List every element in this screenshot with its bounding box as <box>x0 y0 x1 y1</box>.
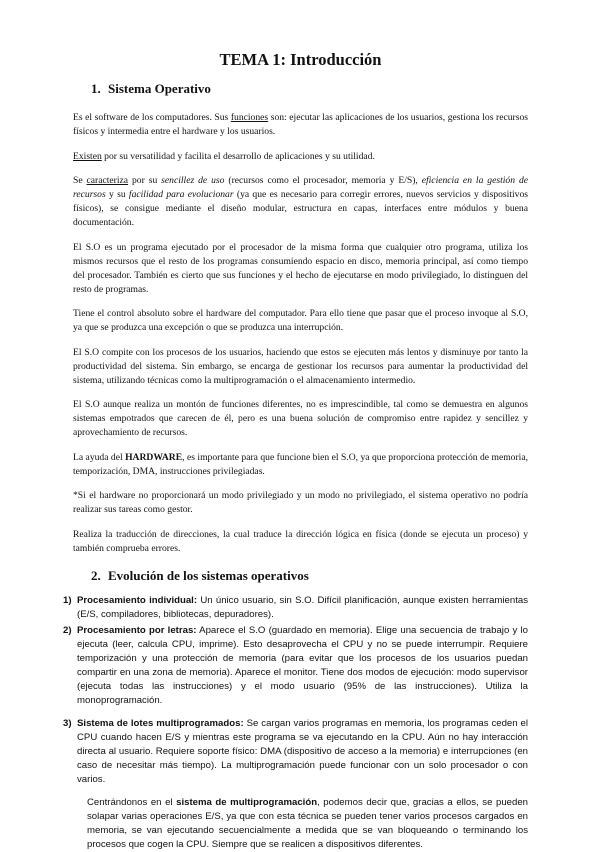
text-run: Se <box>73 175 87 186</box>
paragraph-embedded: El S.O aunque realiza un montón de funciones diferentes, no es imprescindible, tal como se demuestra en algunos sistemas empotrados que carecen de él, pero es una buena solución de compromiso entre rapidez y sencillez y aprovechamiento de recursos. <box>73 399 528 438</box>
list-item <box>63 624 528 708</box>
text-run: La ayuda del <box>73 451 126 463</box>
paragraph-competition: El S.O compite con los procesos de los usuarios, haciendo que estos se ejecuten más lentos y disminuye por tanto la productividad del sistema. Sin embargo, se encarga de gestionar los recursos para aumentar la productividad del sistema, utilizando técnicas como la multiprogramación o el almacenamiento intermedio. <box>73 346 528 386</box>
page-title: TEMA 1: Introducción <box>219 50 382 69</box>
list-item-number: 1) <box>63 594 72 606</box>
list-item-number: 3) <box>63 717 72 729</box>
paragraph-existence <box>73 150 528 164</box>
paragraph-definition <box>73 111 528 139</box>
list-item-number: 2) <box>63 624 72 636</box>
paragraph-translation: Realiza la traducción de direcciones, la cual traduce la dirección lógica en física (donde se ejecuta un proceso) y también comprueba errores. <box>73 528 528 554</box>
list-item-title: Sistema de lotes multiprogramados: <box>77 717 244 729</box>
paragraph-note: *Si el hardware no proporcionará un modo privilegiado y un modo no privilegiado, el sistema operativo no podría realizar sus tareas como gestor. <box>73 490 528 515</box>
text-run: (recursos como el procesador, memoria y E/S), <box>224 175 422 186</box>
paragraph-program: El S.O es un programa ejecutado por el procesador de la misma forma que cualquier otro programa, utiliza los mismos recursos que el resto de los programas consumiendo espacio en disco, memoria principal, así como tiempo del procesador. También es cierto que sus funciones y el hecho de ejecutarse en modo privilegiado, lo distinguen del resto de programas. <box>73 241 528 295</box>
list-item <box>63 717 528 787</box>
italic-term: facilidad para evolucionar <box>128 189 234 200</box>
paragraph-control: Tiene el control absoluto sobre el hardware del computador. Para ello tiene que pasar que el proceso invoque al S.O, ya que se produzca una excepción o que se produzca una interrupción. <box>73 308 528 333</box>
underlined-term: caracteriza <box>86 175 129 186</box>
text-run: (ya que es necesario para corregir errores, nuevos servicios y dispositivos físicos), se consigue mediante el diseño modular, estructura en capas, interfaces entre módulos y buena documentación. <box>73 189 528 228</box>
text-run: Centrándonos en el <box>87 796 177 808</box>
text-run: , es importante para que funcione bien el S.O, ya que proporciona protección de memoria, temporización, DMA, instrucciones privilegiadas. <box>73 451 528 477</box>
bold-term: HARDWARE <box>125 451 183 463</box>
evolution-list <box>63 594 528 787</box>
text-run: y su <box>105 189 129 200</box>
italic-term: eficiencia en la gestión de recursos <box>73 175 529 200</box>
paragraph-multiprogramming <box>87 796 528 852</box>
text-run: son: ejecutar las aplicaciones de los usuarios, gestiona los recursos físicos y intermedia entre el hardware y los usuarios. <box>73 112 528 137</box>
section-2-heading <box>91 568 528 584</box>
section-1-heading <box>91 81 528 97</box>
list-item <box>63 594 528 622</box>
underlined-term: Existen <box>73 150 102 162</box>
list-item-title: Procesamiento por letras: <box>77 624 197 636</box>
italic-term: sencillez de uso <box>161 175 225 186</box>
text-run: , podemos decir que, gracias a ellos, se pueden solapar varias operaciones E/S, ya que con esta técnica se pueden tener varios procesos cargados en memoria, se van ejecutando secuencialmente a medida que se van bloqueando o terminando los procesos que cogen la CPU. Siempre que se realicen a dispositivos diferentes. <box>87 796 528 850</box>
list-item-title: Procesamiento individual: <box>77 594 198 606</box>
section-1-title: Sistema Operativo <box>108 81 211 96</box>
section-2-number: 2. <box>91 567 101 583</box>
section-2-title: Evolución de los sistemas operativos <box>108 567 309 583</box>
list-item-text: Un único usuario, sin S.O. Difícil planificación, aunque existen herramientas (E/S, compiladores, bibliotecas, depuradores). <box>77 594 528 620</box>
list-item-text: Se cargan varios programas en memoria, los programas ceden el CPU cuando hacen E/S y mientras este programa se va ejecutando en la CPU. Aún no hay interacción directa al usuario. Requiere soporte físico: DMA (dispositivo de acceso a la memoria) e interrupciones (en caso de necesitar más tiempo). La multiprogramación puede funcionar con un solo procesador o con varios. <box>77 717 528 785</box>
text-run: por su versatilidad y facilita el desarrollo de aplicaciones y su utilidad. <box>101 150 375 162</box>
underlined-term: funciones <box>230 112 269 123</box>
text-run: Es el software de los computadores. Sus <box>73 112 231 123</box>
bold-term: sistema de multiprogramación <box>176 796 318 808</box>
list-item-text: Aparece el S.O (guardado en memoria). Elige una secuencia de trabajo y lo ejecuta (leer, calcula CPU, imprime). Esto desaprovecha el CPU y no se puede interrumpir. Requiere temporización y una protección de memoria (para evitar que los procesos de los usuarios puedan compartir en una zona de memoria). Aparece el monitor. Tiene dos modos de ejecución: modo supervisor (ejecuta todas las instrucciones) y el modo usuario (95% de las instrucciones). Utiliza la monoprogramación. <box>77 624 528 706</box>
paragraph-characteristics <box>73 174 528 230</box>
section-1-number: 1. <box>91 81 101 96</box>
paragraph-hardware <box>73 451 528 479</box>
text-run: por su <box>128 175 162 186</box>
